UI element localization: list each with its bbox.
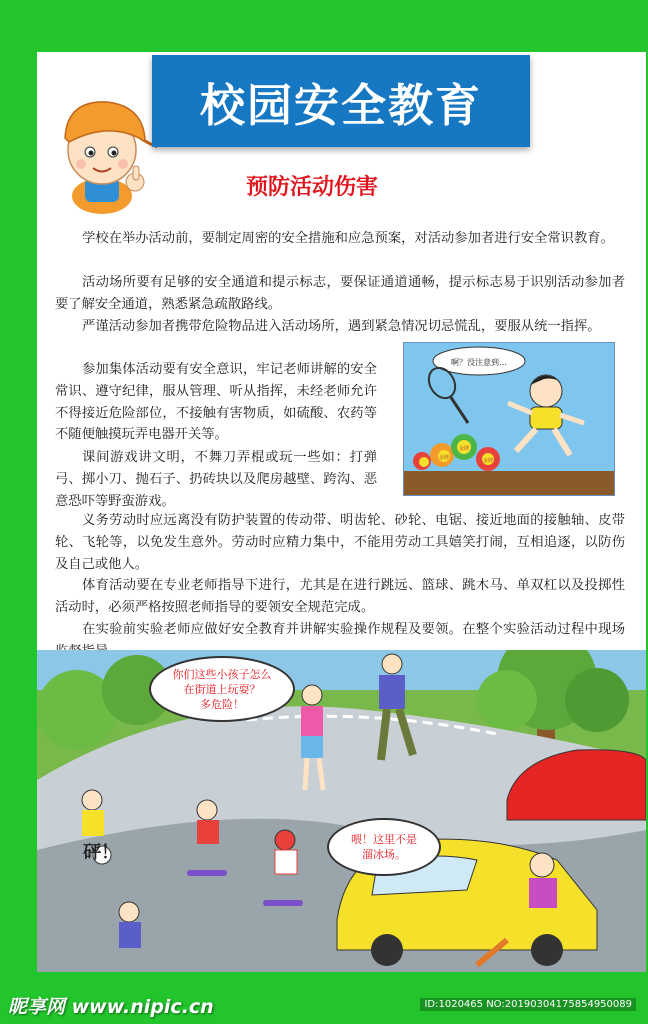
paragraph-5: 课间游戏讲文明，不舞刀弄棍或玩一些如：打弹弓、掷小刀、抛石子、扔砖块以及爬房越壁、跨沟、恶意恐吓等野蛮游戏。 — [55, 450, 377, 509]
bubble2-line: 溜冰场。 — [362, 848, 406, 861]
site-logo: 昵享网 www.nipic.cn — [8, 996, 214, 1018]
image-id: ID:1020465 NO:20190304175854950089 — [420, 998, 636, 1011]
flower-label: 金牌 — [482, 458, 494, 464]
title-banner — [152, 55, 530, 147]
paragraph-2: 活动场所要有足够的安全通道和提示标志，要保证通道通畅，提示标志易于识别活动参加者要了解安全通道，熟悉紧急疏散路线。 — [55, 275, 625, 312]
paragraph-1: 学校在举办活动前，要制定周密的安全措施和应急预案，对活动参加者进行安全常识教育。 — [82, 231, 614, 246]
cartoon1-speech: 啊？没注意到… — [451, 358, 507, 367]
fallen-child — [119, 902, 141, 948]
tennis-cartoon — [403, 342, 615, 496]
paragraph-3: 严谨活动参加者携带危险物品进入活动场所，遇到紧急情况切忌慌乱，要服从统一指挥。 — [82, 319, 601, 334]
street-scene — [37, 650, 646, 972]
speech-bubble-driver — [327, 818, 441, 876]
paragraph-8: 在实验前实验老师应做好安全教育并讲解实验操作规程及要领。在整个实验活动过程中现场 — [82, 622, 625, 637]
paragraph-7: 体育活动要在专业老师指导下进行，尤其是在进行跳远、篮球、跳木马、单双杠以及投掷性活动时，必须严格按照老师指导的要领安全规范完成。 — [55, 578, 625, 615]
speech-bubble-adult — [149, 656, 295, 722]
bubble1-line: 在街道上玩耍？ — [183, 682, 261, 696]
page-title: 校园安全教育 — [199, 78, 482, 132]
bubble1-line: 多危险！ — [200, 697, 244, 711]
bubble1-line: 你们这些小孩子怎么 — [172, 667, 272, 681]
street-illustration — [37, 650, 646, 972]
page-subtitle: 预防活动伤害 — [246, 175, 379, 200]
bubble2-line: 喂！这里不是 — [351, 833, 417, 846]
kid-mascot-icon — [47, 78, 157, 218]
crash-sound-text: 砰！ — [83, 842, 119, 863]
flower-label: 金牌 — [438, 455, 450, 461]
tennis-scene — [404, 343, 614, 495]
paragraph-4: 参加集体活动要有安全意识，牢记老师讲解的安全常识、遵守纪律，服从管理、听从指挥，未经老师允许不得接近危险部位，不接触有害物质，如硫酸、农药等不随便触摸玩弄电器开关等。 — [55, 362, 377, 443]
paragraph-6: 义务劳动时应远离没有防护装置的传动带、明齿轮、砂轮、电锯、接近地面的接触轴、皮带轮、飞轮等，以免发生意外。劳动时应精力集中，不能用劳动工具嬉笑打闹，互相追逐，以防伤及自己或他人。 — [55, 513, 625, 572]
poster-panel — [37, 52, 646, 972]
flower-label: 金牌 — [458, 446, 470, 452]
